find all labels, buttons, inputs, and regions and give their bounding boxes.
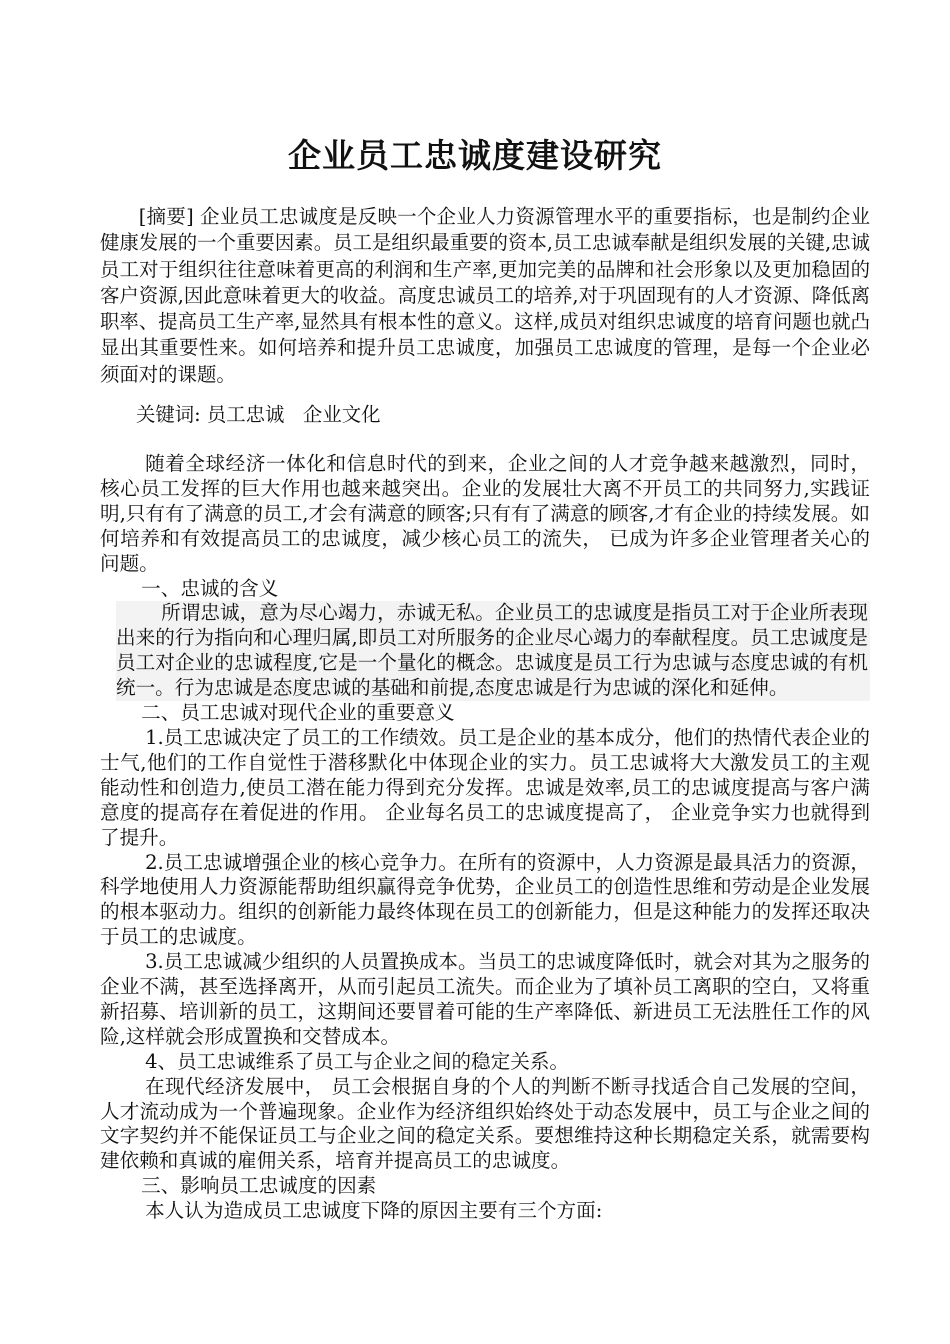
section-2-paragraph-2: 2.员工忠诚增强企业的核心竞争力。在所有的资源中，人力资源是最具活力的资源，科学地使用人力资源能帮助组织赢得竞争优势，企业员工的创造性思维和劳动是企业发展的根本驱动力。组织的创新能力最终体现在员工的创新能力，但是这种能力的发挥还取决于员工的忠诚度。 (100, 850, 870, 949)
section-3-paragraph-1: 本人认为造成员工忠诚度下降的原因主要有三个方面: (145, 1199, 603, 1223)
section-2-paragraph-3: 3.员工忠诚减少组织的人员置换成本。当员工的忠诚度降低时，就会对其为之服务的企业不满，甚至选择离开，从而引起员工流失。而企业为了填补员工离职的空白，又将重新招募、培训新的员工，这期间还要冒着可能的生产率降低、新进员工无法胜任工作的风险,这样就会形成置换和交替成本。 (100, 950, 870, 1048)
section-2-paragraph-5: 在现代经济发展中， 员工会根据自身的个人的判断不断寻找适合自己发展的空间，人才流动成为一个普遍现象。企业作为经济组织始终处于动态发展中，员工与企业之间的文字契约并不能保证员工与企业之间的稳定关系。要想维持这种长期稳定关系，就需要构建依赖和真诚的雇佣关系，培育并提高员工的忠诚度。 (100, 1074, 870, 1173)
keywords-line: 关键词: 员工忠诚 企业文化 (136, 403, 381, 426)
section-1-paragraph: 所谓忠诚，意为尽心竭力，赤诚无私。企业员工的忠诚度是指员工对于企业所表现出来的行为指向和心理归属,即员工对所服务的企业尽心竭力的奉献程度。员工忠诚度是员工对企业的忠诚程度,它是一个量化的概念。忠诚度是员工行为忠诚与态度忠诚的有机统一。行为忠诚是态度忠诚的基础和前提,态度忠诚是行为忠诚的深化和延伸。 (116, 601, 868, 700)
intro-paragraph: 随着全球经济一体化和信息时代的到来，企业之间的人才竞争越来越激烈，同时，核心员工发挥的巨大作用也越来越突出。企业的发展壮大离不开员工的共同努力,实践证明,只有有了满意的员工,才会有满意的顾客;只有有了满意的顾客,才有企业的持续发展。如何培养和有效提高员工的忠诚度，减少核心员工的流失， 已成为许多企业管理者关心的问题。 (100, 452, 870, 575)
body-text (100, 452, 870, 1224)
definition-block (116, 601, 870, 701)
section-3-heading: 三、影响员工忠诚度的因素 (141, 1174, 377, 1198)
section-2-paragraph-4: 4、员工忠诚维系了员工与企业之间的稳定关系。 (145, 1049, 570, 1073)
section-2-paragraph-1: 1.员工忠诚决定了员工的工作绩效。员工是企业的基本成分，他们的热情代表企业的士气,他们的工作自觉性于潜移默化中体现企业的实力。员工忠诚将大大激发员工的主观能动性和创造力,使员工潜在能力得到充分发挥。忠诚是效率,员工的忠诚度提高与客户满意度的提高存在着促进的作用。 企业每名员工的忠诚度提高了， 企业竞争实力也就得到了提升。 (100, 725, 870, 849)
abstract-paragraph: [摘要] 企业员工忠诚度是反映一个企业人力资源管理水平的重要指标，也是制约企业健康发展的一个重要因素。员工是组织最重要的资本,员工忠诚奉献是组织发展的关键,忠诚员工对于组织往往意味着更高的利润和生产率,更加完美的品牌和社会形象以及更加稳固的客户资源,因此意味着更大的收益。高度忠诚员工的培养,对于巩固现有的人才资源、降低离职率、提高员工生产率,显然具有根本性的意义。这样,成员对组织忠诚度的培育问题也就凸显出其重要性来。如何培养和提升员工忠诚度，加强员工忠诚度的管理，是每一个企业必须面对的课题。 (100, 205, 870, 386)
page-title: 企业员工忠诚度建设研究 (288, 136, 662, 175)
section-2-heading: 二、员工忠诚对现代企业的重要意义 (141, 701, 455, 725)
section-1-heading: 一、忠诚的含义 (141, 576, 279, 600)
